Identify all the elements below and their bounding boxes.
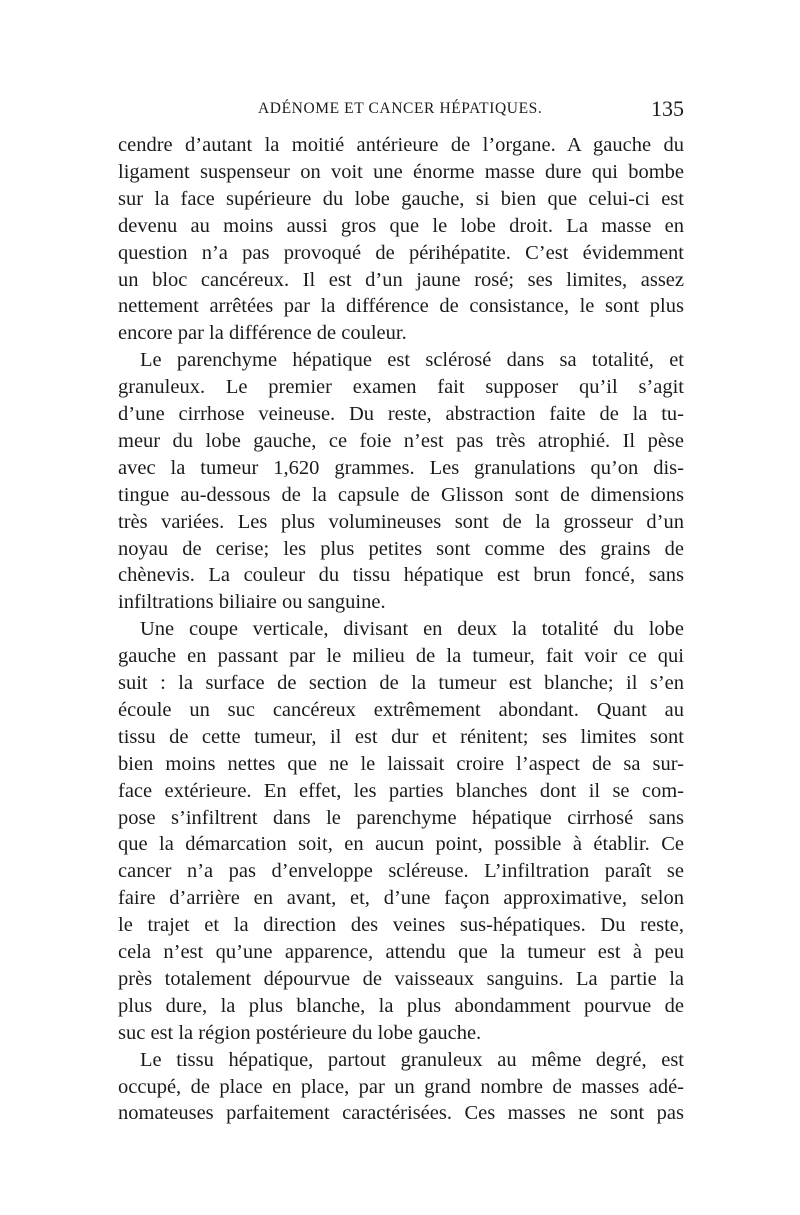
text-line: chènevis. La couleur du tissu hépatique est brun foncé, sans	[118, 564, 684, 587]
text-line: nettement arrêtées par la différence de consistance, le sont plus	[118, 295, 684, 318]
text-line: bien moins nettes que ne le laissait croire l’aspect de sa sur-	[118, 752, 684, 775]
text-line: près totalement dépourvue de vaisseaux sanguins. La partie la	[118, 967, 684, 990]
page-number: 135	[651, 96, 684, 121]
text-line: tissu de cette tumeur, il est dur et rénitent; ses limites sont	[118, 725, 684, 748]
text-line: Le parenchyme hépatique est sclérosé dans sa totalité, et	[140, 349, 684, 372]
text-line: que la démarcation soit, en aucun point, possible à établir. Ce	[118, 833, 684, 856]
text-line: le trajet et la direction des veines sus-hépatiques. Du reste,	[118, 914, 684, 937]
text-line: Une coupe verticale, divisant en deux la totalité du lobe	[140, 618, 684, 641]
text-line: infiltrations biliaire ou sanguine.	[118, 591, 386, 614]
text-line: un bloc cancéreux. Il est d’un jaune rosé; ses limites, assez	[118, 268, 684, 291]
text-line: d’une cirrhose veineuse. Du reste, abstraction faite de la tu-	[118, 403, 684, 425]
running-title: ADÉNOME ET CANCER HÉPATIQUES.	[258, 100, 543, 117]
text-line: cela n’est qu’une apparence, attendu que la tumeur est à peu	[118, 941, 684, 963]
text-line: nomateuses parfaitement caractérisées. Ces masses ne sont pas	[118, 1102, 684, 1125]
running-head	[118, 96, 684, 124]
text-line: face extérieure. En effet, les parties blanches dont il se com-	[118, 779, 684, 802]
text-line: gauche en passant par le milieu de la tumeur, fait voir ce qui	[118, 645, 684, 668]
text-line: devenu au moins aussi gros que le lobe droit. La masse en	[118, 214, 684, 237]
text-line: tingue au-dessous de la capsule de Glisson sont de dimensions	[118, 483, 684, 506]
text-line: écoule un suc cancéreux extrêmement abondant. Quant au	[118, 698, 684, 721]
text-line: noyau de cerise; les plus petites sont comme des grains de	[118, 537, 684, 560]
text-line: meur du lobe gauche, ce foie n’est pas très atrophié. Il pèse	[118, 429, 684, 452]
text-line: suit : la surface de section de la tumeur est blanche; il s’en	[118, 672, 684, 694]
text-line: cancer n’a pas d’enveloppe scléreuse. L’infiltration paraît se	[118, 860, 684, 883]
text-line: très variées. Les plus volumineuses sont de la grosseur d’un	[118, 510, 684, 533]
text-line: pose s’infiltrent dans le parenchyme hépatique cirrhosé sans	[118, 806, 684, 829]
text-line: question n’a pas provoqué de périhépatite. C’est évidemment	[118, 241, 684, 264]
text-line: avec la tumeur 1,620 grammes. Les granulations qu’on dis-	[118, 456, 684, 479]
text-line: granuleux. Le premier examen fait supposer qu’il s’agit	[118, 376, 684, 399]
text-line: encore par la différence de couleur.	[118, 322, 407, 345]
text-line: occupé, de place en place, par un grand nombre de masses adé-	[118, 1075, 684, 1098]
text-line: sur la face supérieure du lobe gauche, si bien que celui-ci est	[118, 187, 684, 210]
text-line: ligament suspenseur on voit une énorme masse dure qui bombe	[118, 160, 684, 183]
text-line: cendre d’autant la moitié antérieure de l’organe. A gauche du	[118, 134, 684, 156]
text-line: plus dure, la plus blanche, la plus abondamment pourvue de	[118, 994, 684, 1017]
text-line: faire d’arrière en avant, et, d’une façon approximative, selon	[118, 887, 684, 910]
text-line: Le tissu hépatique, partout granuleux au même degré, est	[140, 1048, 684, 1071]
text-line: suc est la région postérieure du lobe gauche.	[118, 1021, 482, 1044]
